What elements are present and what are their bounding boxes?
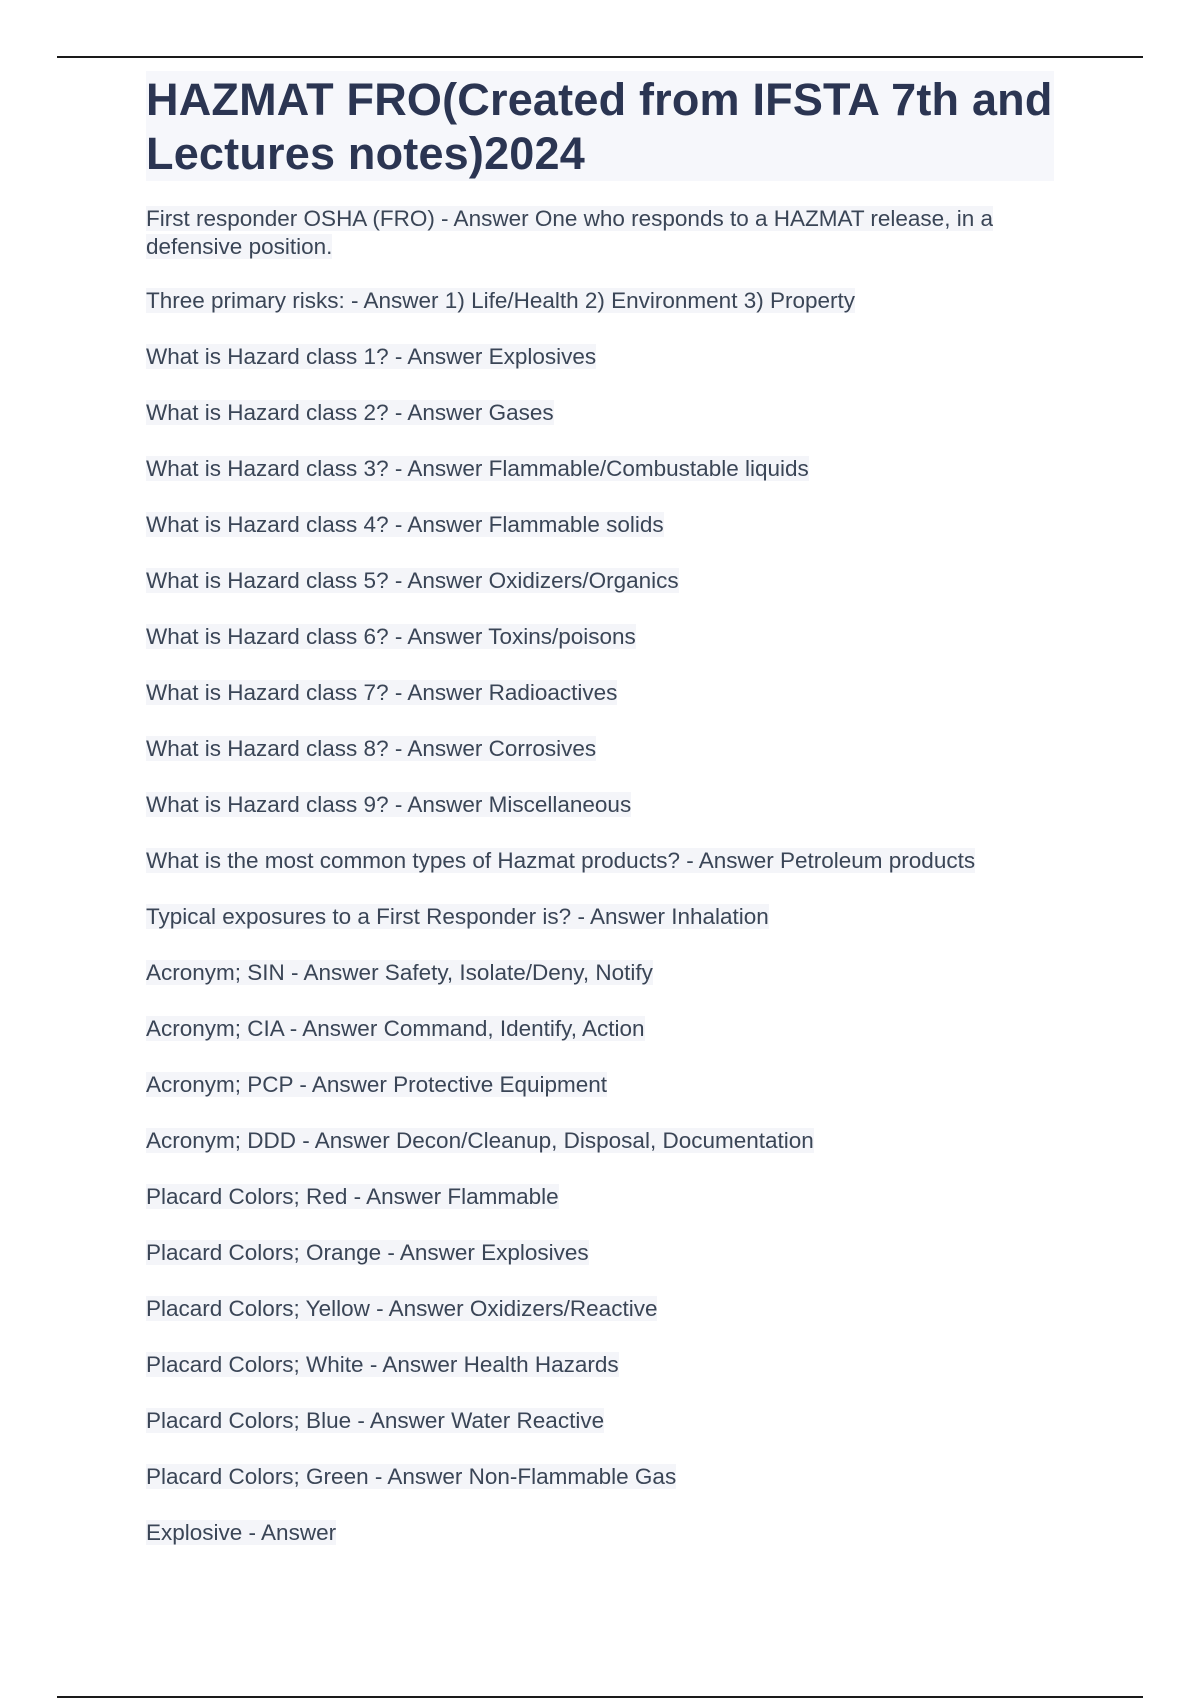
qa-entry bbox=[146, 567, 1054, 595]
qa-entry bbox=[146, 735, 1054, 763]
qa-entry-text: What is Hazard class 2? - Answer Gases bbox=[146, 400, 554, 425]
qa-entry bbox=[146, 847, 1054, 875]
qa-entry-text: Acronym; DDD - Answer Decon/Cleanup, Disposal, Documentation bbox=[146, 1128, 814, 1153]
qa-entry bbox=[146, 623, 1054, 651]
qa-entry-text: What is Hazard class 3? - Answer Flammable/Combustable liquids bbox=[146, 456, 809, 481]
qa-entry-text: Explosive - Answer bbox=[146, 1520, 337, 1545]
title-block bbox=[146, 71, 1054, 181]
qa-list bbox=[146, 205, 1054, 1547]
qa-entry bbox=[146, 1239, 1054, 1267]
qa-entry bbox=[146, 903, 1054, 931]
qa-entry-text: What is Hazard class 1? - Answer Explosives bbox=[146, 344, 597, 369]
qa-entry-text: Placard Colors; Yellow - Answer Oxidizers/Reactive bbox=[146, 1296, 658, 1321]
qa-entry bbox=[146, 959, 1054, 987]
qa-entry bbox=[146, 791, 1054, 819]
qa-entry-text: Placard Colors; Green - Answer Non-Flammable Gas bbox=[146, 1464, 677, 1489]
qa-entry bbox=[146, 343, 1054, 371]
qa-entry bbox=[146, 1015, 1054, 1043]
qa-entry-text: Placard Colors; Orange - Answer Explosives bbox=[146, 1240, 589, 1265]
qa-entry-text: What is Hazard class 7? - Answer Radioactives bbox=[146, 680, 618, 705]
qa-entry bbox=[146, 455, 1054, 483]
qa-entry-text: Placard Colors; Red - Answer Flammable bbox=[146, 1184, 559, 1209]
qa-entry bbox=[146, 1519, 1054, 1547]
qa-entry-text: What is Hazard class 6? - Answer Toxins/poisons bbox=[146, 624, 636, 649]
qa-entry-text: Placard Colors; White - Answer Health Hazards bbox=[146, 1352, 619, 1377]
qa-entry-text: What is the most common types of Hazmat products? - Answer Petroleum products bbox=[146, 848, 976, 873]
qa-entry bbox=[146, 1071, 1054, 1099]
qa-entry-text: Typical exposures to a First Responder is? - Answer Inhalation bbox=[146, 904, 769, 929]
qa-entry bbox=[146, 1407, 1054, 1435]
qa-entry-text: Acronym; CIA - Answer Command, Identify, Action bbox=[146, 1016, 645, 1041]
qa-entry bbox=[146, 511, 1054, 539]
qa-entry bbox=[146, 1183, 1054, 1211]
qa-entry-text: What is Hazard class 4? - Answer Flammable solids bbox=[146, 512, 664, 537]
qa-entry-text: What is Hazard class 8? - Answer Corrosives bbox=[146, 736, 597, 761]
qa-entry-text: Acronym; PCP - Answer Protective Equipment bbox=[146, 1072, 608, 1097]
qa-entry bbox=[146, 1127, 1054, 1155]
qa-entry-text: What is Hazard class 9? - Answer Miscellaneous bbox=[146, 792, 632, 817]
bottom-rule bbox=[57, 1696, 1143, 1698]
qa-entry bbox=[146, 1295, 1054, 1323]
qa-entry bbox=[146, 287, 1054, 315]
qa-entry bbox=[146, 399, 1054, 427]
qa-entry-text: What is Hazard class 5? - Answer Oxidizers/Organics bbox=[146, 568, 679, 593]
qa-entry-text: First responder OSHA (FRO) - Answer One who responds to a HAZMAT release, in a defensive position. bbox=[146, 206, 993, 259]
qa-entry-text: Acronym; SIN - Answer Safety, Isolate/Deny, Notify bbox=[146, 960, 653, 985]
document-title: HAZMAT FRO(Created from IFSTA 7th and Lectures notes)2024 bbox=[146, 74, 1053, 179]
qa-entry-text: Three primary risks: - Answer 1) Life/Health 2) Environment 3) Property bbox=[146, 288, 855, 313]
qa-entry bbox=[146, 205, 1054, 261]
qa-entry bbox=[146, 1351, 1054, 1379]
qa-entry bbox=[146, 679, 1054, 707]
qa-entry bbox=[146, 1463, 1054, 1491]
top-rule bbox=[57, 56, 1143, 58]
qa-entry-text: Placard Colors; Blue - Answer Water Reactive bbox=[146, 1408, 605, 1433]
document-body bbox=[146, 71, 1054, 1575]
